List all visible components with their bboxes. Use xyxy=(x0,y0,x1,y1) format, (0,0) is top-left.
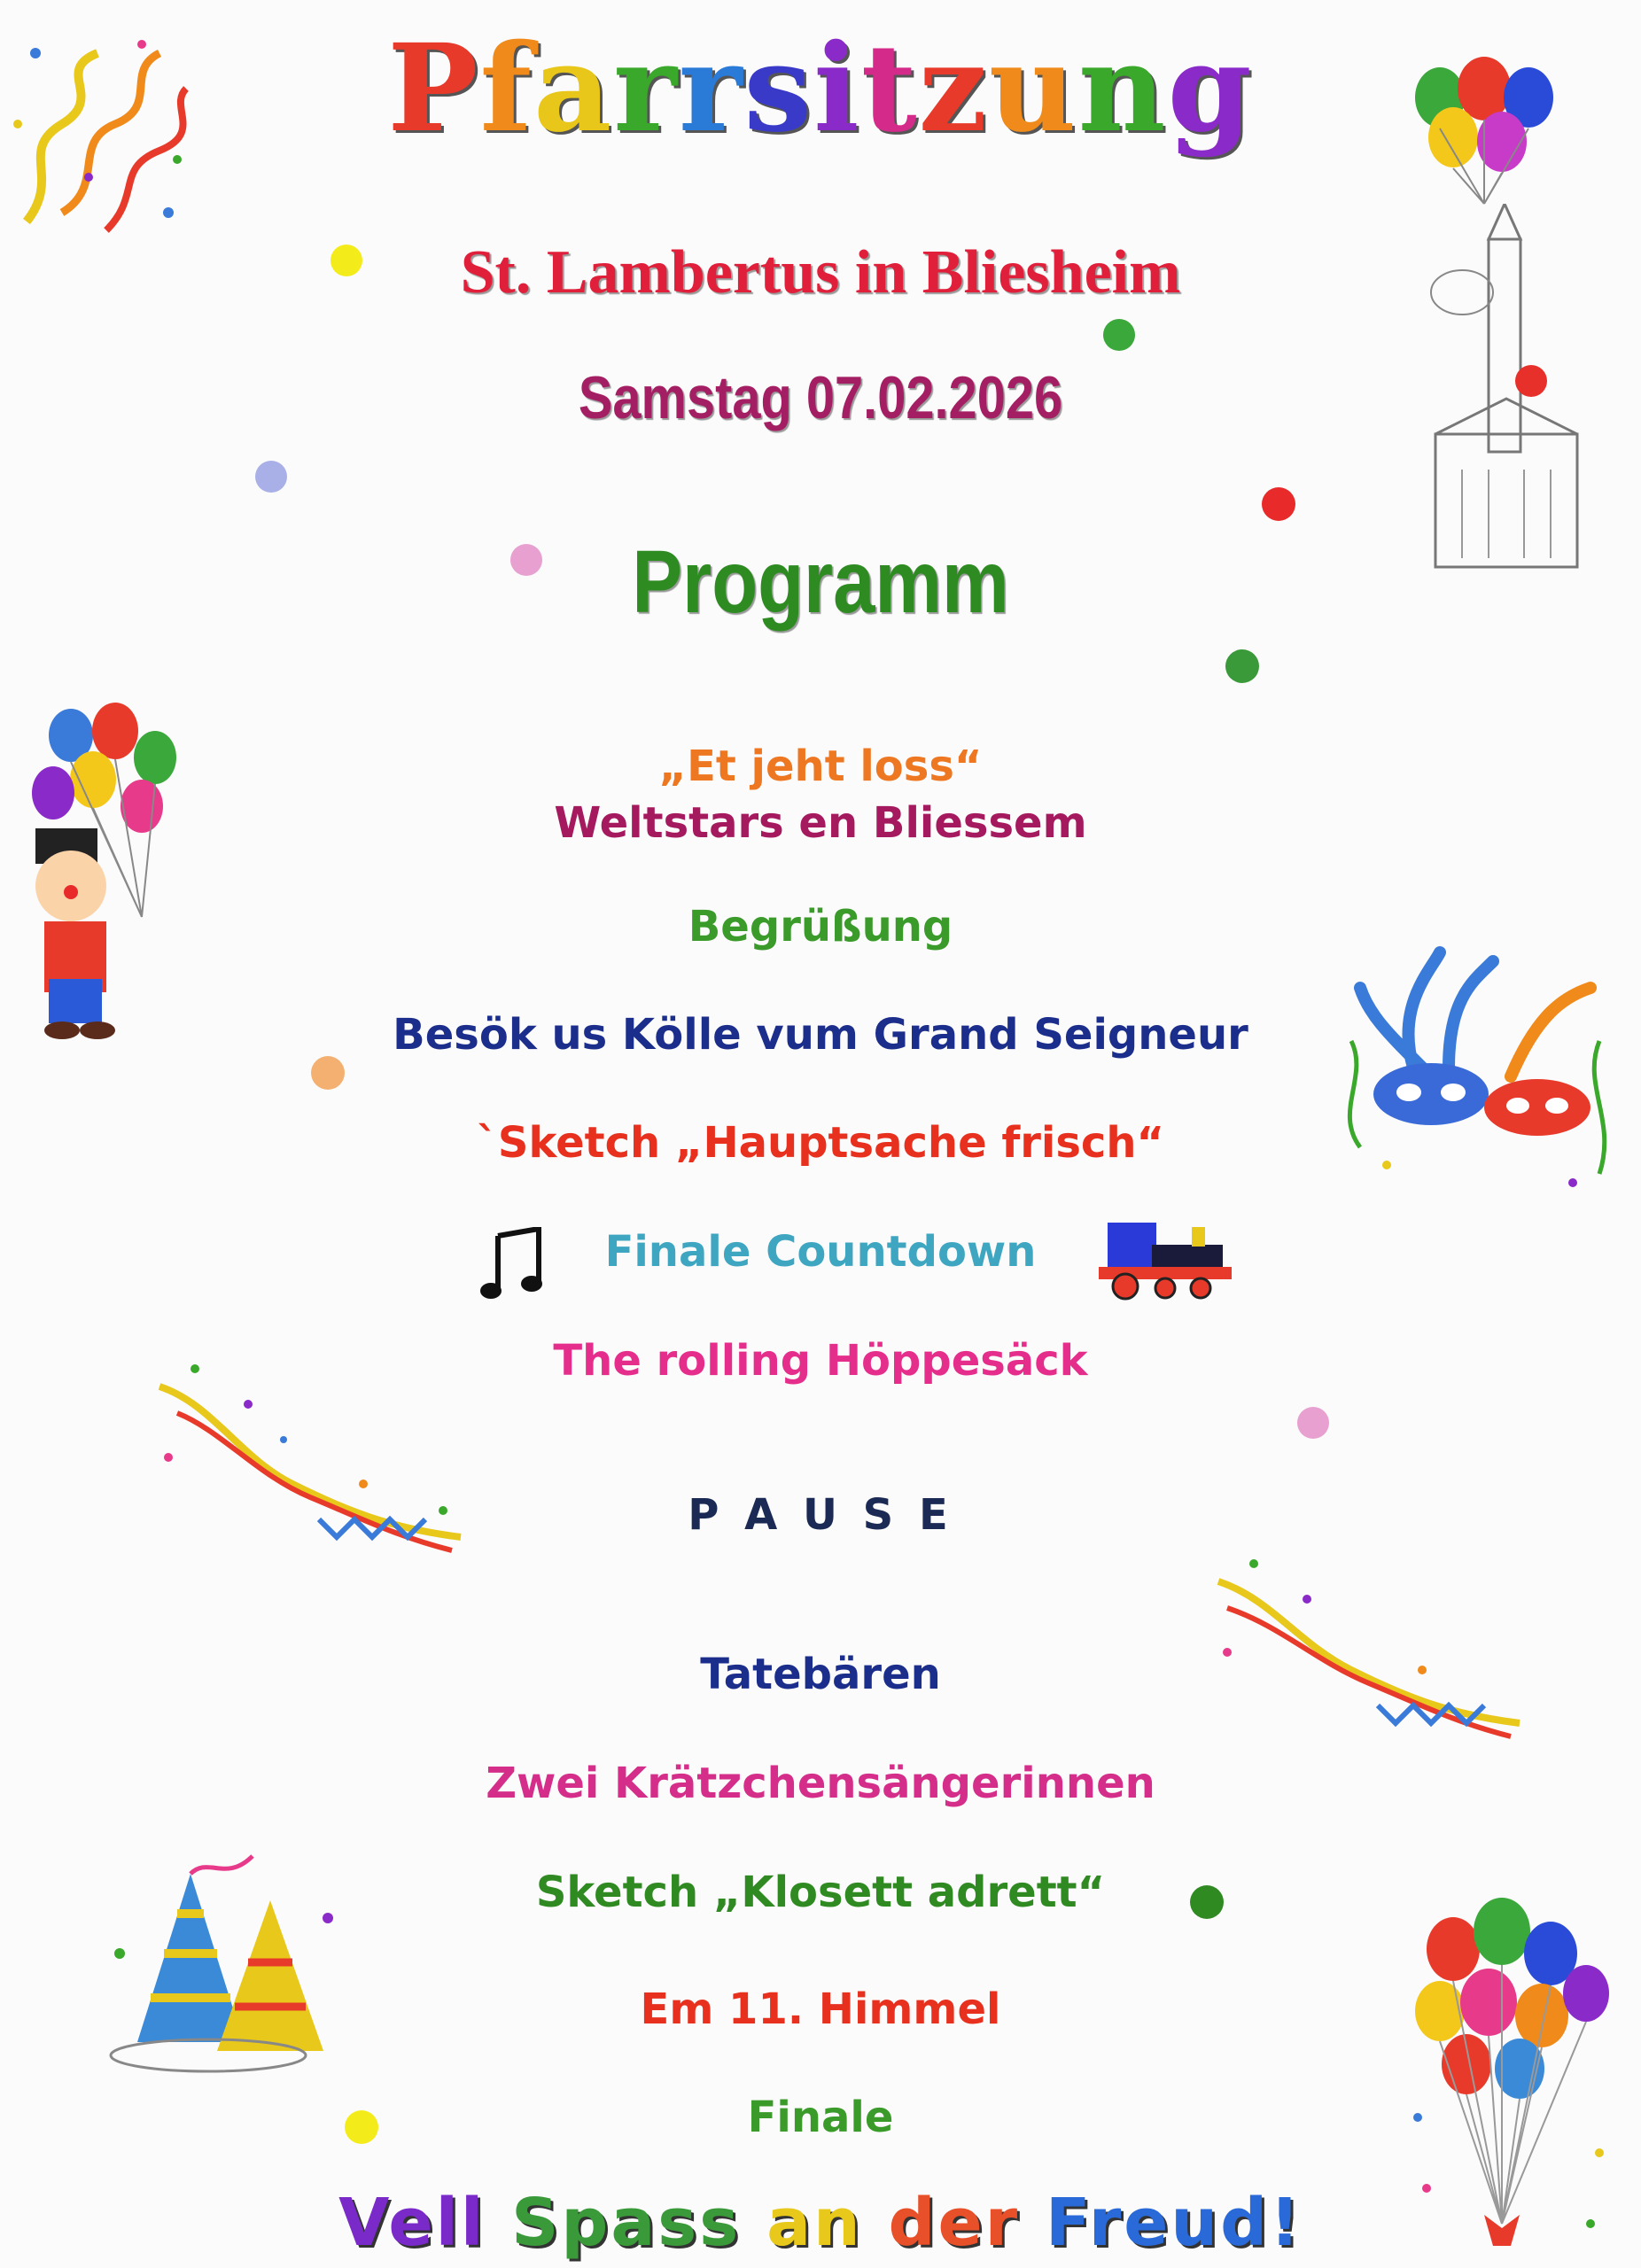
footer-word: Vell xyxy=(338,2185,512,2261)
title-letter: r xyxy=(613,18,679,159)
page-title xyxy=(0,18,1641,159)
carnival-masks-icon xyxy=(1334,935,1626,1209)
program-item: Zwei Krätzchensängerinnen xyxy=(486,1759,1155,1808)
program-item: Besök us Kölle vum Grand Seigneur xyxy=(393,1010,1248,1060)
title-letter: r xyxy=(678,18,744,159)
program-item: Finale Countdown xyxy=(604,1227,1037,1277)
title-letter: i xyxy=(813,18,861,159)
program-item: Weltstars en Bliessem xyxy=(554,798,1087,848)
title-letter: z xyxy=(918,18,989,159)
title-letter: P xyxy=(387,18,480,159)
footer-word: Spass xyxy=(511,2185,767,2261)
footer-slogan xyxy=(0,2185,1641,2261)
program-item: „Et jeht loss“ xyxy=(658,742,983,791)
subtitle-parish: St. Lambertus in Bliesheim xyxy=(460,238,1181,307)
confetti-dot xyxy=(1297,1407,1329,1439)
program-item: Sketch „Klosett adrett“ xyxy=(535,1868,1106,1917)
confetti-dot xyxy=(311,1056,345,1090)
program-item: Tatebären xyxy=(700,1650,941,1699)
event-date: Samstag 07.02.2026 xyxy=(578,364,1063,431)
footer-word: an xyxy=(766,2185,889,2261)
program-item: Begrüßung xyxy=(688,902,953,951)
footer-word: der xyxy=(888,2185,1046,2261)
program-item: Finale xyxy=(747,2093,894,2142)
confetti-dot xyxy=(255,461,287,493)
title-letter: n xyxy=(1077,18,1168,159)
title-letter: s xyxy=(743,18,814,159)
confetti-dot xyxy=(1103,319,1135,351)
title-letter: f xyxy=(479,18,534,159)
title-letter: u xyxy=(988,18,1078,159)
program-item-pause: P A U S E xyxy=(688,1490,953,1540)
title-letter: a xyxy=(533,18,614,159)
program-item: The rolling Höppesäck xyxy=(553,1336,1088,1386)
program-item: `Sketch „Hauptsache frisch“ xyxy=(476,1118,1165,1168)
footer-word: Freud! xyxy=(1045,2185,1303,2261)
confetti-dot xyxy=(1225,649,1259,683)
title-letter: g xyxy=(1167,18,1254,159)
program-heading: Programm xyxy=(632,532,1009,632)
program-item: Em 11. Himmel xyxy=(640,1984,1001,2034)
confetti-dot xyxy=(1262,487,1295,521)
title-letter: t xyxy=(860,18,919,159)
